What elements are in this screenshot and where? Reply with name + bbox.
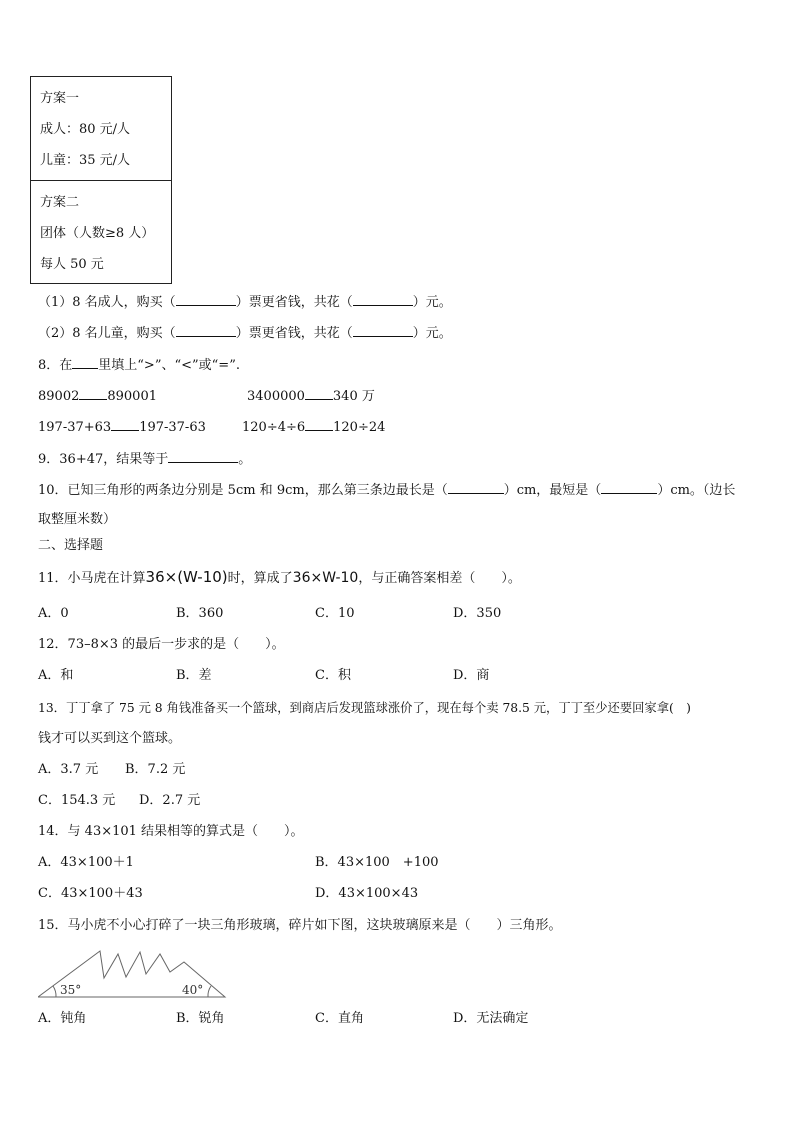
option-b[interactable]: B．锐角 <box>176 1011 225 1026</box>
option-a[interactable]: A．和 <box>38 668 74 683</box>
option-d[interactable]: D．350 <box>453 606 502 621</box>
q7-sub1: （1）8 名成人，购买（ ）票更省钱，共花（ ）元。 <box>38 295 452 310</box>
q9: 9．36+47，结果等于 。 <box>38 452 252 467</box>
answer-blank[interactable] <box>176 324 236 337</box>
section-heading: 二、选择题 <box>38 538 104 553</box>
compare-blank[interactable] <box>79 387 107 400</box>
option-a[interactable]: A．43×100＋1 <box>38 855 134 870</box>
answer-blank[interactable] <box>601 481 657 494</box>
option-c[interactable]: C．43×100＋43 <box>38 886 143 901</box>
q14-stem: 14．与 43×101 结果相等的算式是（ ）。 <box>38 824 304 839</box>
option-d[interactable]: D．43×100×43 <box>315 886 419 901</box>
answer-blank[interactable] <box>176 293 236 306</box>
option-b[interactable]: B．7.2 元 <box>125 762 186 777</box>
plan-table <box>30 76 172 284</box>
q7-sub2: （2）8 名儿童，购买（ ）票更省钱，共花（ ）元。 <box>38 326 452 341</box>
option-b[interactable]: B．差 <box>176 668 212 683</box>
plan1-adult: 成人：80 元/人 <box>40 122 131 137</box>
answer-blank[interactable] <box>353 293 413 306</box>
q8-item-2: 3400000 340 万 <box>247 389 375 404</box>
q11-formula-wrong: 36×W-10 <box>292 570 359 586</box>
compare-blank[interactable] <box>111 418 139 431</box>
q11-formula-correct: 36×(W-10) <box>145 568 228 586</box>
option-c[interactable]: C．10 <box>315 606 355 621</box>
option-c[interactable]: C．154.3 元 <box>38 793 116 808</box>
compare-blank[interactable] <box>305 418 333 431</box>
option-d[interactable]: D．无法确定 <box>453 1011 529 1026</box>
plan-divider <box>31 180 171 181</box>
answer-blank[interactable] <box>353 324 413 337</box>
plan2-title: 方案二 <box>40 195 80 210</box>
q12-stem: 12．73–8×3 的最后一步求的是（ ）。 <box>38 637 285 652</box>
option-c[interactable]: C．直角 <box>315 1011 364 1026</box>
angle-label-right: 40° <box>182 983 204 997</box>
option-d[interactable]: D．2.7 元 <box>139 793 201 808</box>
plan2-group: 团体（人数≥8 人） <box>40 226 155 241</box>
compare-blank[interactable] <box>305 387 333 400</box>
option-d[interactable]: D．商 <box>453 668 490 683</box>
q8-item-3: 197-37+63 197-37-63 <box>38 420 206 435</box>
q8-item-4: 120÷4÷6 120÷24 <box>242 420 386 435</box>
answer-blank[interactable] <box>448 481 504 494</box>
broken-glass-figure <box>38 948 228 1000</box>
q13-line2: 钱才可以买到这个篮球。 <box>38 731 182 746</box>
q8-item-1: 89002 890001 <box>38 389 157 404</box>
option-a[interactable]: A．钝角 <box>38 1011 87 1026</box>
q8-stem: 8．在 里填上“>”、“<”或“=”. <box>38 358 240 373</box>
compare-blank <box>72 356 98 369</box>
right-angle-arc <box>208 986 211 997</box>
plan1-title: 方案一 <box>40 91 80 106</box>
q10-line1: 10．已知三角形的两条边分别是 5cm 和 9cm，那么第三条边最长是（ ）cm，最短是（ ）cm。（边长 <box>38 483 736 498</box>
option-a[interactable]: A．0 <box>38 606 69 621</box>
left-angle-arc <box>53 986 56 997</box>
option-c[interactable]: C．积 <box>315 668 351 683</box>
angle-label-left: 35° <box>60 983 82 997</box>
plan1-child: 儿童：35 元/人 <box>40 153 131 168</box>
q13-line1: 13．丁丁拿了 75 元 8 角钱准备买一个篮球，到商店后发现篮球涨价了，现在每个卖 78.5 元，丁丁至少还要回家拿( ) <box>38 701 691 715</box>
q10-line2: 取整厘米数） <box>38 512 117 527</box>
option-a[interactable]: A．3.7 元 <box>38 762 99 777</box>
option-b[interactable]: B．360 <box>176 606 224 621</box>
q15-stem: 15．马小虎不小心打碎了一块三角形玻璃，碎片如下图，这块玻璃原来是（ ）三角形。 <box>38 918 562 933</box>
plan2-price: 每人 50 元 <box>40 257 104 272</box>
q11-stem: 11．小马虎在计算36×(W-10)时，算成了36×W-10，与正确答案相差（ ）。 <box>38 568 521 586</box>
answer-blank[interactable] <box>168 450 238 463</box>
option-b[interactable]: B．43×100 +100 <box>315 855 439 870</box>
